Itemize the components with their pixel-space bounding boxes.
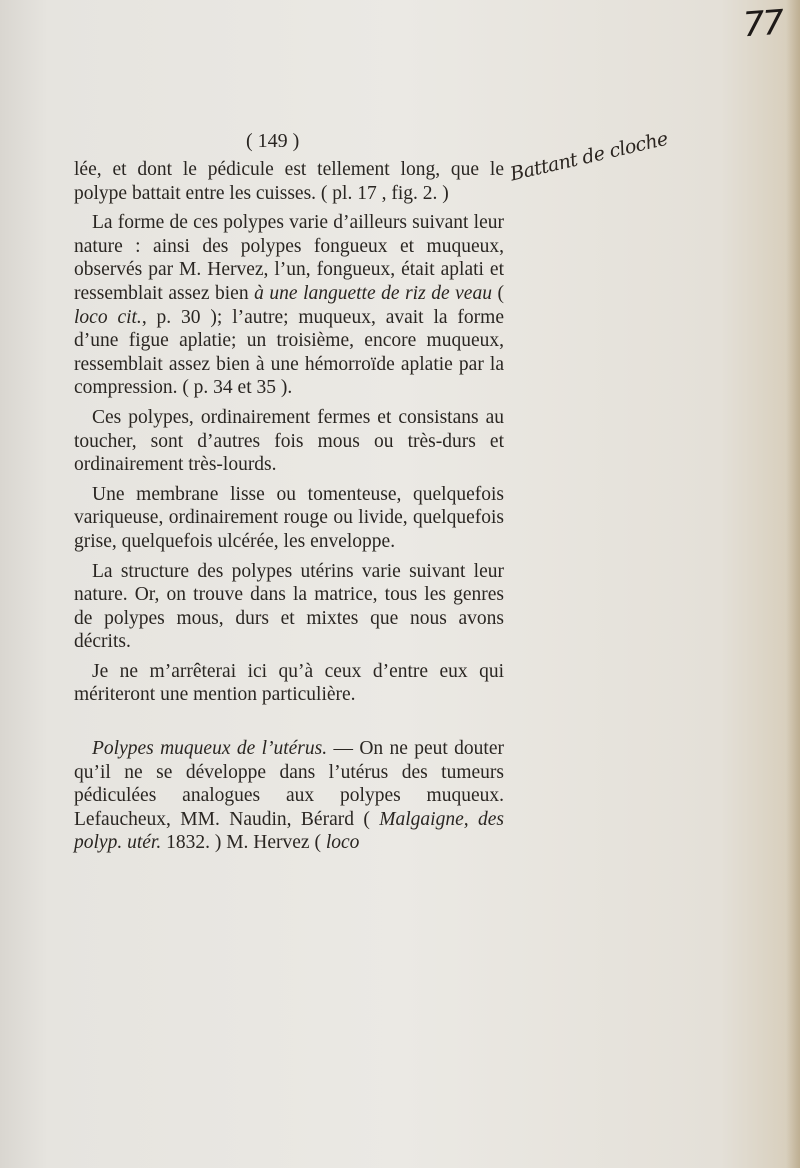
text-segment: Je ne m’arrêterai ici qu’à ceux d’entre eux qui mériteront une mention particulière. <box>74 660 504 706</box>
paragraph <box>74 660 504 707</box>
text-segment: lée, et dont le pédicule est tellement long, que le polype battait entre les cuisses. ( pl. 17 , fig. 2. ) <box>74 159 504 204</box>
page-edge-shadow <box>786 0 800 1168</box>
paragraph <box>74 560 504 654</box>
paragraph <box>74 211 504 400</box>
handwritten-margin-note: Battant de cloche <box>508 127 670 186</box>
paragraph <box>74 483 504 554</box>
text-segment: Une membrane lisse ou tomenteuse, quelquefois variqueuse, ordinairement rouge ou livide, quelquefois grise, quelquefois ulcérée, les enveloppe. <box>74 483 504 552</box>
body-text <box>74 158 504 861</box>
italic-text: à une languette de riz de veau <box>254 282 492 304</box>
text-segment: ( <box>491 282 504 304</box>
text-segment: La forme de ces polypes varie d’ailleurs suivant leur nature : ainsi des polypes fongueux et muqueux, observés par M. Hervez, l’un, fongueux, était aplati et ressemblait assez bien <box>74 212 504 304</box>
italic-text: loco <box>325 832 360 854</box>
handwritten-folio-number: 77 <box>741 2 784 46</box>
paragraph <box>74 406 504 477</box>
italic-text: loco cit. <box>74 306 142 328</box>
text-segment: La structure des polypes utérins varie suivant leur nature. Or, on trouve dans la matrice, tous les genres de polypes mous, durs et mixtes que nous avons décrits. <box>74 560 504 653</box>
paragraph <box>74 737 504 855</box>
text-segment: Ces polypes, ordinairement fermes et consistans au toucher, sont d’autres fois mous ou très-durs et ordinairement très-lourds. <box>74 406 504 476</box>
text-segment: , p. 30 ); l’autre; muqueux, avait la forme d’une figue aplatie; un troisième, encore muqueux, ressemblait assez bien à une hémorroïde aplatie par la compression. ( p. 34 et 35 ). <box>74 306 504 399</box>
text-segment: 1832. ) M. Hervez ( <box>161 832 326 854</box>
text-segment: — On ne peut douter qu’il ne se développe dans l’utérus des tumeurs pédiculées analogues aux polypes muqueux. Lefaucheux, MM. Naudin, Bérard ( <box>74 738 504 830</box>
italic-text: Malgaigne, des polyp. utér. <box>74 808 504 854</box>
page-number: ( 149 ) <box>246 130 300 152</box>
italic-text: Polypes muqueux de l’utérus. <box>92 738 328 760</box>
paragraph <box>74 158 504 205</box>
